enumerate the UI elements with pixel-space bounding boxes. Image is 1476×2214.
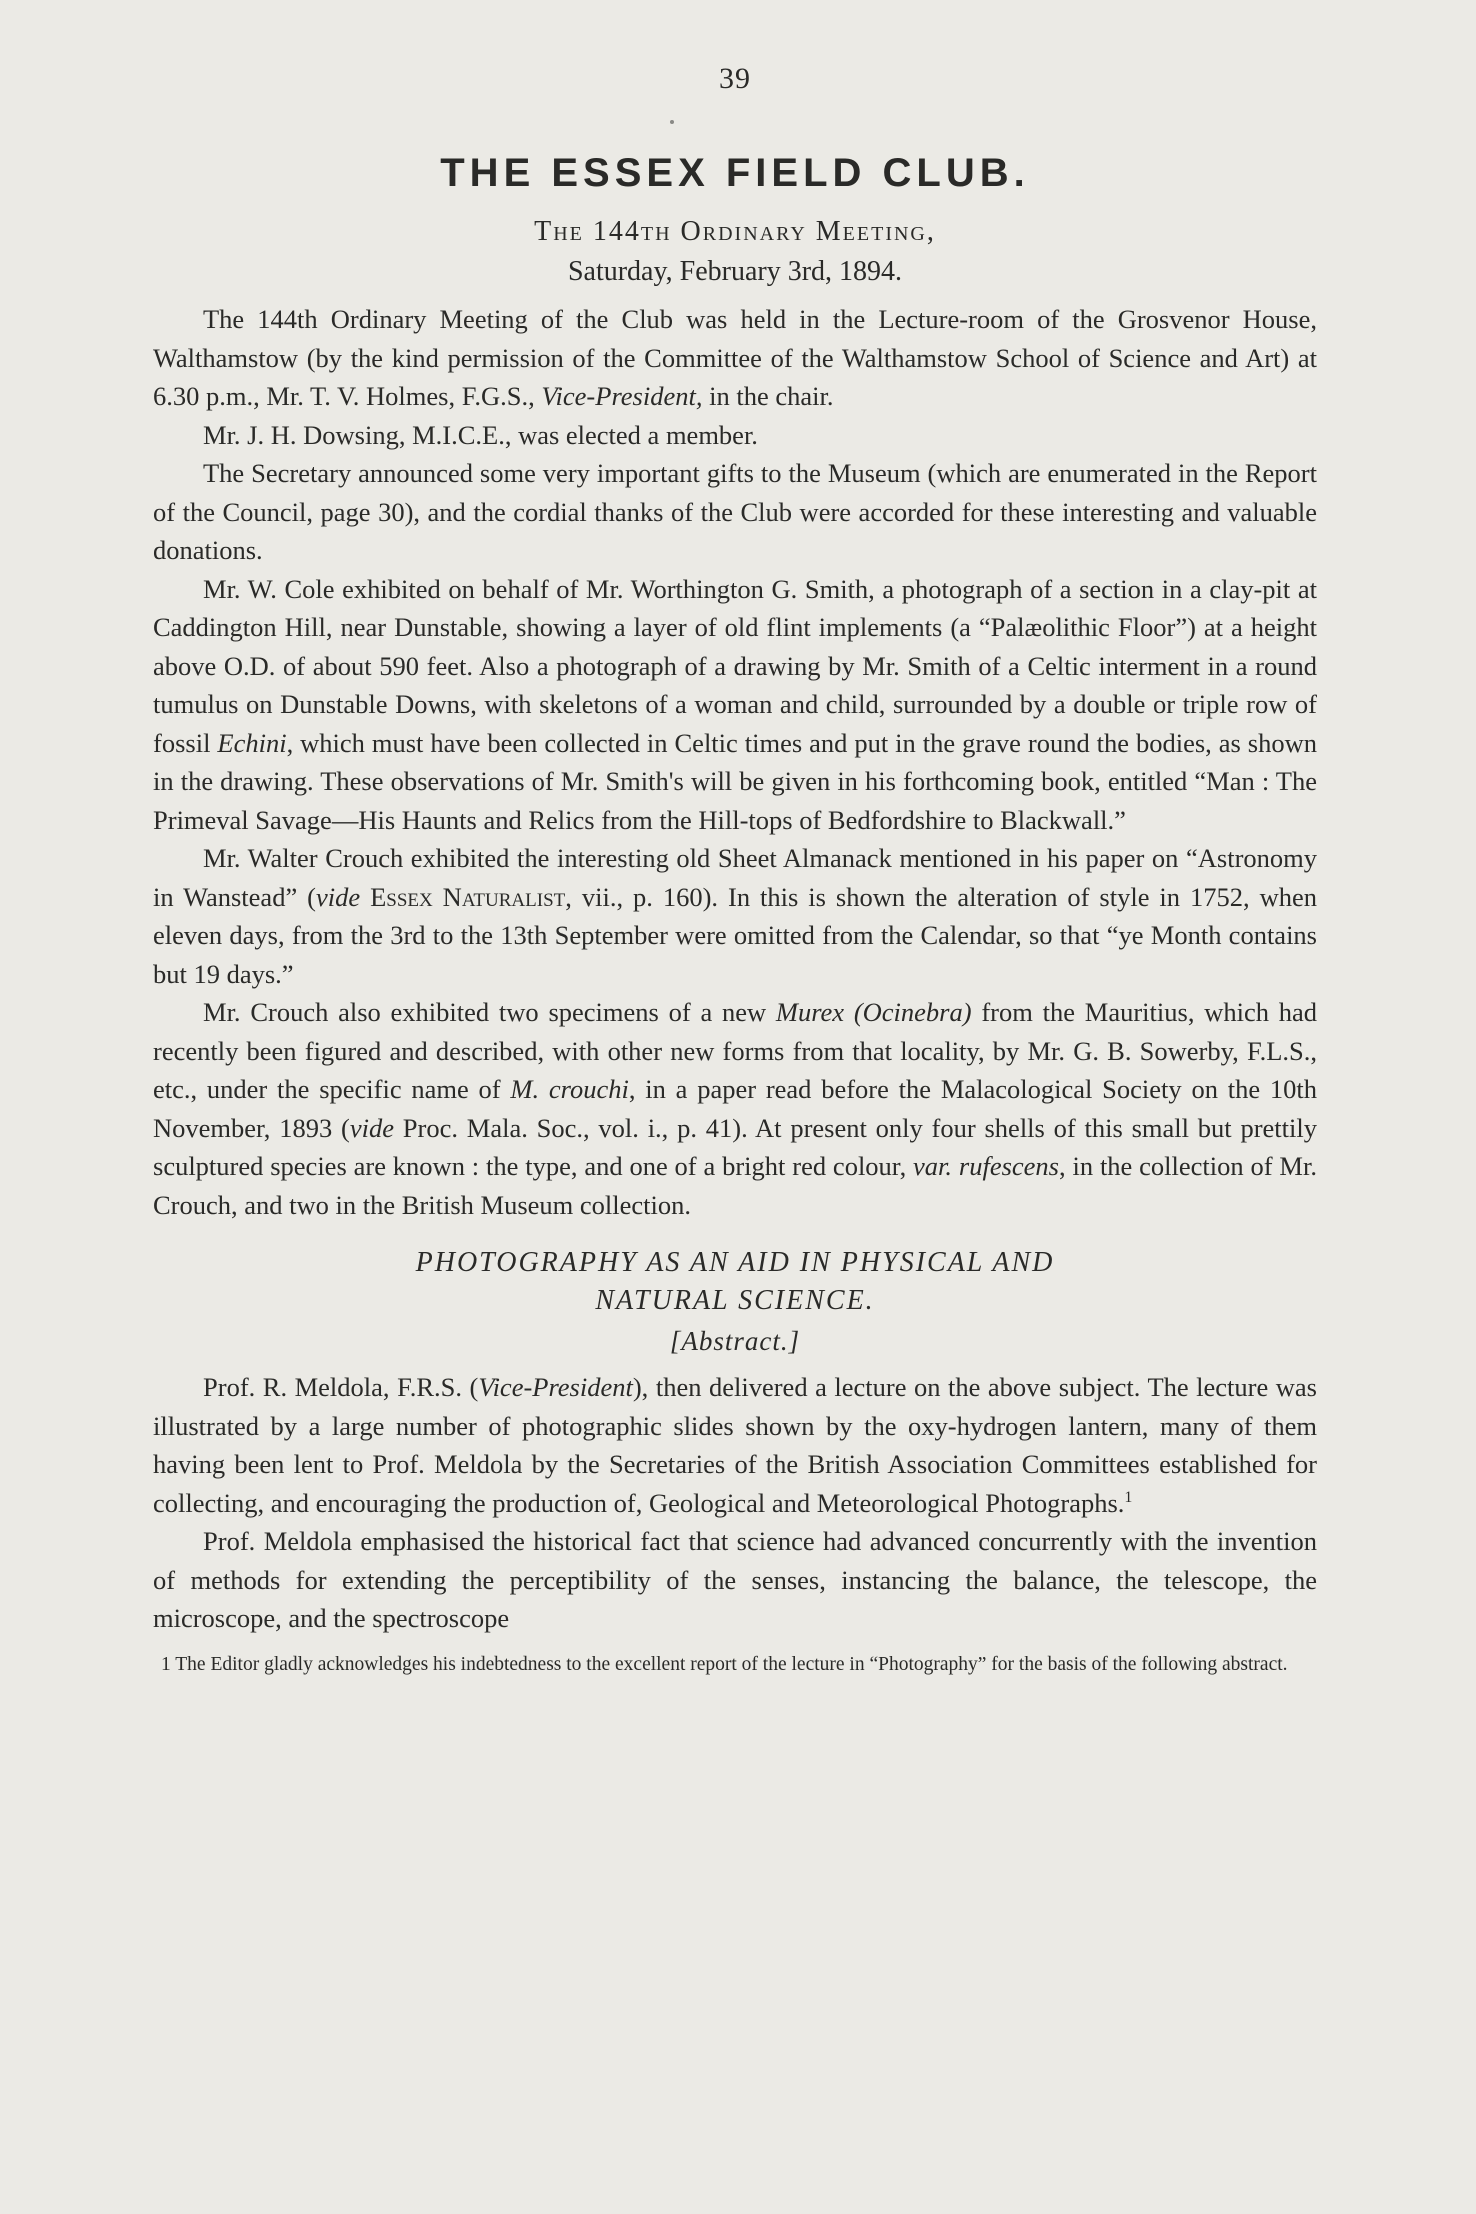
footnote-text: The Editor gladly acknowledges his indebtedness to the excellent report of the lecture in “Photography” for the basis of the following abstract. [170,1653,1288,1675]
journal-name: Essex Naturalist [360,881,566,912]
section-title [153,1244,1317,1320]
text-run: , in the collection of Mr. Crouch, and two in the British Museum collection. [153,1151,1317,1220]
page-number: 39 [719,62,751,95]
paragraph-meldola-lecture [153,1368,1317,1522]
meeting-heading: The 144th Ordinary Meeting, [534,216,936,247]
meeting-date: Saturday, February 3rd, 1894. [567,256,903,287]
footnote-mark: 1 [161,1653,171,1675]
text-run: in the chair. [702,381,834,411]
section-title-line: NATURAL SCIENCE. [595,1285,875,1316]
italic-run: vide [349,1112,394,1143]
text-run: from the Mauritius, which had recently been figured and described, with other new forms from that locality, by Mr. G. B. Sowerby, F.L.S., etc., under the specific name of [153,997,1317,1104]
paragraph-meldola-history: Prof. Meldola emphasised the historical fact that science had advanced concurrently with the invention of methods for extending the perceptibility of the senses, instancing the balance, the telescope, the microscope, and the spectroscope [153,1526,1317,1633]
text-run: , which must have been collected in Celtic times and put in the grave round the bodies, as shown in the drawing. These observations of Mr. Smith's will be given in his forthcoming book, entitled “Man : The Primeval Savage—His Haunts and Relics from the Hill-tops of Bedfordshire to Blackwall.” [153,727,1317,835]
text-run: The 144th Ordinary Meeting of the Club was held in the Lecture-room of the Grosvenor House, Walthamstow (by the kind permission of the Committee of the Walthamstow School of Science and Art) at 6.30 p.m., Mr. T. V. Holmes, F.G.S., [153,304,1317,411]
italic-run: vide [315,881,361,912]
paragraph-meeting-intro [153,300,1317,416]
text-run: Mr. Walter Crouch exhibited the interesting old Sheet Almanack mentioned in his paper on “Astronomy in Wanstead” ( [153,843,1317,912]
paragraph-almanack [153,839,1317,993]
text-run: ), then delivered a lecture on the above subject. The lecture was illustrated by a large number of photographic slides shown by the oxy-hydrogen lantern, many of them having been lent to Prof. Meldola by the Secretaries of the British Association Committees established for collecting, and encouraging the production of, Geological and Meteorological Photographs. [153,1372,1317,1518]
text-run: Prof. R. Meldola, F.R.S. ( [203,1372,479,1402]
footnote-reference: 1 [1124,1488,1133,1506]
italic-run: Vice-President [478,1372,633,1402]
text-run: , vii., p. 160). In this is shown the alteration of style in 1752, when eleven days, from the 3rd to the 13th September were omitted from the Calendar, so that “ye Month contains but 19 days.” [153,881,1317,989]
paragraph-cole-exhibit [153,570,1317,840]
paragraph-murex [153,993,1317,1224]
journal-title: THE ESSEX FIELD CLUB. [440,151,1030,195]
text-run: Mr. Crouch also exhibited two specimens of a new [203,997,776,1027]
abstract-label: [Abstract.] [669,1326,801,1356]
italic-run: Vice-President, [541,381,703,411]
text-run: Mr. W. Cole exhibited on behalf of Mr. Worthington G. Smith, a photograph of a section in a clay-pit at Caddington Hill, near Dunstable, showing a layer of old flint implements (a “Palæolithic Floor”) at a height above O.D. of about 590 feet. Also a photograph of a drawing by Mr. Smith of a Celtic interment in a round tumulus on Dunstable Downs, with skeletons of a woman and child, surrounded by a double or triple row of fossil [153,573,1317,758]
italic-run: var. rufescens [913,1151,1059,1181]
section-title-line: PHOTOGRAPHY AS AN AID IN PHYSICAL AND [415,1247,1055,1278]
paragraph-new-member: Mr. J. H. Dowsing, M.I.C.E., was elected a member. [203,419,758,450]
italic-run: Echini [217,727,287,758]
paragraph-museum-gifts: The Secretary announced some very important gifts to the Museum (which are enumerated in the Report of the Council, page 30), and the cordial thanks of the Club were accorded for these interesting and valuable donations. [153,458,1317,565]
italic-run: M. crouchi [510,1074,629,1104]
footnote [153,1652,1317,1678]
italic-run: Murex (Ocinebra) [775,997,972,1027]
text-run: Proc. Mala. Soc., vol. i., p. 41). At present only four shells of this small but prettily sculptured species are known : the type, and one of a bright red colour, [153,1112,1317,1181]
page-content [153,60,1317,1678]
text-run: , in a paper read before the Malacological Society on the 10th November, 1893 ( [153,1074,1317,1143]
